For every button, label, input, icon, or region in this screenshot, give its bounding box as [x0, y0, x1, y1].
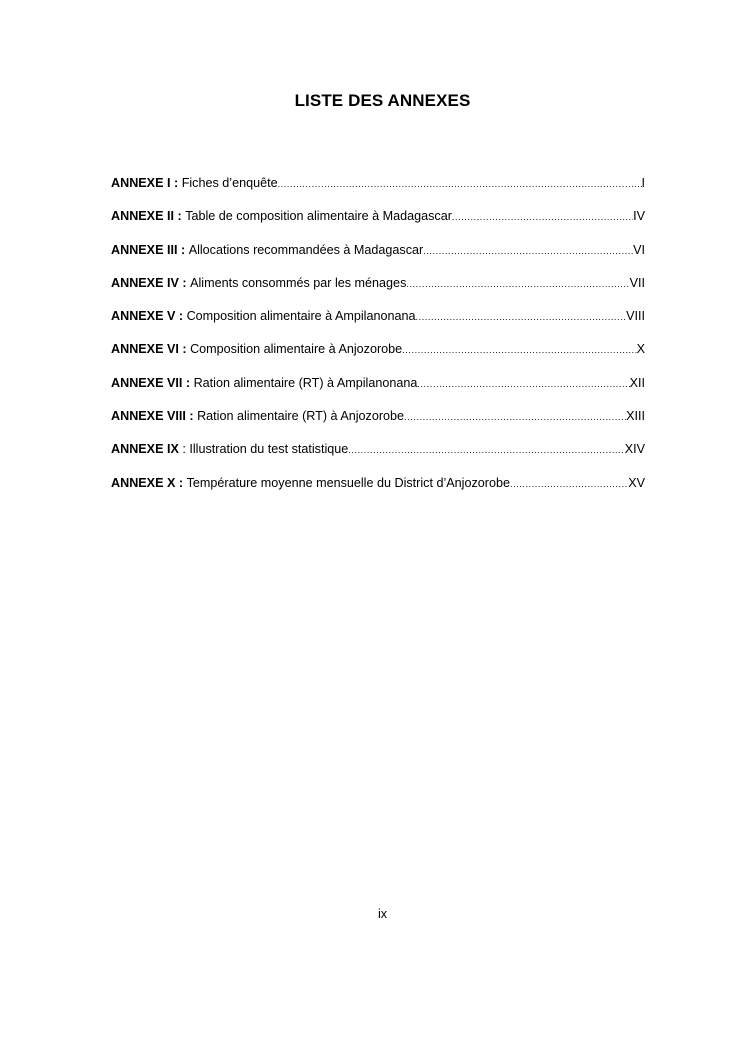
annex-entry-8 — [111, 406, 645, 439]
annex-entry-2 — [111, 206, 645, 239]
dot-leader — [404, 407, 626, 427]
dot-leader — [348, 440, 624, 460]
dot-leader — [452, 207, 633, 227]
annex-title: Fiches d’enquête — [181, 176, 278, 190]
annex-entry-10 — [111, 473, 645, 506]
annex-page-number: I — [641, 176, 645, 190]
annex-title: Ration alimentaire (RT) à Anjozorobe — [197, 409, 405, 424]
annex-label: ANNEXE VII : — [111, 375, 191, 390]
page-title: LISTE DES ANNEXES — [294, 91, 471, 110]
annex-title: Composition alimentaire à Anjozorobe — [190, 342, 403, 357]
annex-entry-1 — [111, 173, 645, 206]
annex-list — [111, 173, 645, 506]
annex-page-number: VIII — [626, 309, 645, 324]
annex-title: Ration alimentaire (RT) à Ampilanonana — [193, 375, 418, 390]
annex-label: ANNEXE IV : — [111, 275, 187, 290]
annex-label: ANNEXE III : — [111, 242, 186, 257]
annex-page-number: XIII — [626, 409, 645, 424]
annex-page-number: XII — [629, 375, 645, 390]
annex-title: Composition alimentaire à Ampilanonana — [186, 309, 416, 324]
annex-label: ANNEXE VIII : — [111, 409, 194, 424]
annex-label: ANNEXE VI : — [111, 342, 187, 357]
annex-page-number: IV — [633, 209, 645, 224]
annex-page-number: X — [636, 342, 645, 357]
annex-entry-5 — [111, 306, 645, 339]
annex-page-number: XIV — [624, 442, 645, 457]
annex-entry-3 — [111, 240, 645, 273]
dot-leader — [416, 307, 627, 327]
dot-leader — [406, 274, 629, 294]
annex-label: ANNEXE II : — [111, 209, 182, 224]
annex-entry-6 — [111, 339, 645, 372]
annex-page-number: VII — [629, 275, 645, 290]
annex-entry-4 — [111, 273, 645, 306]
dot-leader — [510, 474, 628, 494]
dot-leader — [402, 340, 636, 360]
annex-title: Allocations recommandées à Madagascar — [188, 242, 424, 257]
annex-entry-7 — [111, 373, 645, 406]
page-number: ix — [377, 907, 388, 921]
dot-leader — [423, 241, 633, 261]
annex-entry-9 — [111, 439, 645, 472]
annex-title: Température moyenne mensuelle du District d’Anjozorobe — [186, 475, 510, 490]
annex-page-number: XV — [628, 475, 645, 490]
annex-page-number: VI — [633, 242, 645, 257]
annex-title: Aliments consommés par les ménages — [190, 275, 407, 290]
annex-label: ANNEXE IX — [111, 442, 179, 457]
dot-leader — [278, 174, 642, 194]
annex-label: ANNEXE V : — [111, 309, 184, 324]
dot-leader — [417, 374, 629, 394]
annex-title: Table de composition alimentaire à Madagascar — [185, 209, 452, 224]
annex-label: ANNEXE X : — [111, 475, 184, 490]
annex-title: : Illustration du test statistique — [182, 442, 349, 457]
annex-label: ANNEXE I : — [111, 176, 179, 190]
